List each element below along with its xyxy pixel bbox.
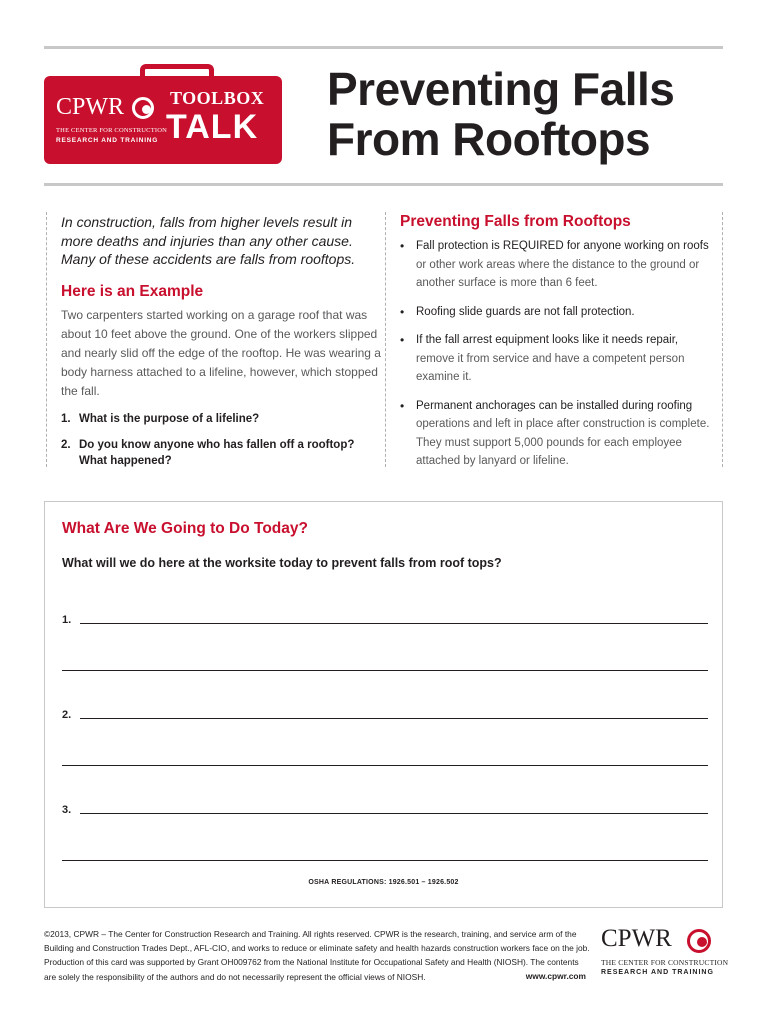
page-title: [327, 64, 727, 164]
question-number: 2.: [61, 438, 71, 451]
example-heading: Here is an Example: [61, 282, 204, 300]
bullet-rest-text: remove it from service and have a competent person examine it.: [416, 352, 685, 383]
question-item: [61, 411, 381, 427]
cpwr-footer-logo: [601, 925, 729, 983]
left-column: [61, 213, 381, 469]
bullet-icon: •: [400, 304, 405, 319]
answer-line-2a[interactable]: [80, 718, 708, 719]
footer-text: ©2013, CPWR – The Center for Construction Research and Training. All rights reserved. CPWR is the research, training, and service arm of the Building and Construction Trades Dept., AFL-CIO, and works to reduce or eliminate safety and health hazards construction workers face on the job. Production of this card was supported by Grant OH009762 from the National Institute for Occupational Safety and Health (NIOSH). The contents are solely the responsibility of the authors and do not necessarily represent the official views of NIOSH.: [44, 929, 590, 982]
bullet-icon: •: [400, 333, 405, 347]
footer-logo-cpwr: CPWR: [601, 925, 672, 952]
bullet-item: [400, 303, 712, 322]
footer-copyright: [44, 927, 592, 984]
footer-logo-subtitle-1: THE CENTER FOR CONSTRUCTION: [601, 958, 729, 967]
bullet-rest-text: or other work areas where the distance to the ground or another surface is more than 6 feet.: [416, 258, 700, 289]
bullet-icon: •: [400, 398, 405, 413]
question-item: [61, 437, 381, 469]
action-plan-form: [44, 501, 723, 908]
footer-logo-subtitle-2: RESEARCH AND TRAINING: [601, 969, 714, 976]
bullet-icon: •: [400, 239, 405, 253]
answer-line-1b[interactable]: [62, 670, 708, 671]
answer-line-3b[interactable]: [62, 860, 708, 861]
answer-line-1a[interactable]: [80, 623, 708, 624]
bullet-lead-text: Fall protection is REQUIRED for anyone working on roofs: [416, 240, 709, 252]
osha-regulations: OSHA REGULATIONS: 1926.501 – 1926.502: [308, 879, 459, 886]
footer-url[interactable]: www.cpwr.com: [525, 971, 586, 981]
header-bottom-rule: [44, 183, 723, 186]
question-text: Do you know anyone who has fallen off a rooftop? What happened?: [79, 438, 355, 467]
cpwr-ring-icon: [132, 97, 154, 119]
logo-toolbox-text: TOOLBOX: [170, 88, 265, 108]
top-rule: [44, 46, 723, 49]
right-dotted-divider: [722, 212, 723, 467]
title-line-2: From Rooftops: [327, 113, 651, 165]
form-question: What will we do here at the worksite today to prevent falls from roof tops?: [62, 556, 502, 570]
item-number-3: 3.: [62, 804, 72, 816]
logo-cpwr-text: CPWR: [56, 94, 125, 120]
bullet-item: [400, 237, 712, 293]
bullet-rest-text: operations and left in place after construction is complete. They must support 5,000 pounds for each employee attached by lanyard or lifeline.: [416, 418, 710, 467]
bullet-item: [400, 331, 712, 387]
toolbox-talk-logo: [44, 64, 282, 164]
logo-subtitle-2: RESEARCH AND TRAINING: [56, 137, 159, 144]
form-heading: What Are We Going to Do Today?: [62, 520, 308, 537]
item-number-2: 2.: [62, 709, 72, 721]
bullet-item: [400, 397, 712, 471]
intro-text: In construction, falls from higher levels result in more deaths and injuries than any other cause. Many of these accidents are falls from rooftops.: [61, 214, 356, 267]
title-line-1: Preventing Falls: [327, 63, 675, 115]
logo-subtitle-1: THE CENTER FOR CONSTRUCTION: [56, 127, 168, 134]
answer-line-3a[interactable]: [80, 813, 708, 814]
question-number: 1.: [61, 412, 71, 425]
answer-line-2b[interactable]: [62, 765, 708, 766]
example-text: Two carpenters started working on a garage roof that was about 10 feet above the ground. One of the workers slipped and nearly slid off the edge of the rooftop. He was wearing a body harness attached to a lifeline, however, which stopped the fall.: [61, 307, 381, 398]
cpwr-ring-icon: [687, 929, 711, 953]
logo-talk-text: TALK: [166, 108, 259, 146]
preventing-falls-heading: Preventing Falls from Rooftops: [400, 213, 631, 230]
bullet-lead-text: If the fall arrest equipment looks like it needs repair,: [416, 334, 679, 346]
center-dotted-divider: [385, 212, 386, 467]
left-dotted-divider: [46, 212, 47, 467]
item-number-1: 1.: [62, 614, 72, 626]
question-text: What is the purpose of a lifeline?: [79, 412, 260, 425]
right-column: [400, 213, 712, 471]
bullet-lead-text: Permanent anchorages can be installed during roofing: [416, 399, 693, 412]
bullet-lead-text: Roofing slide guards are not fall protection.: [416, 305, 635, 318]
